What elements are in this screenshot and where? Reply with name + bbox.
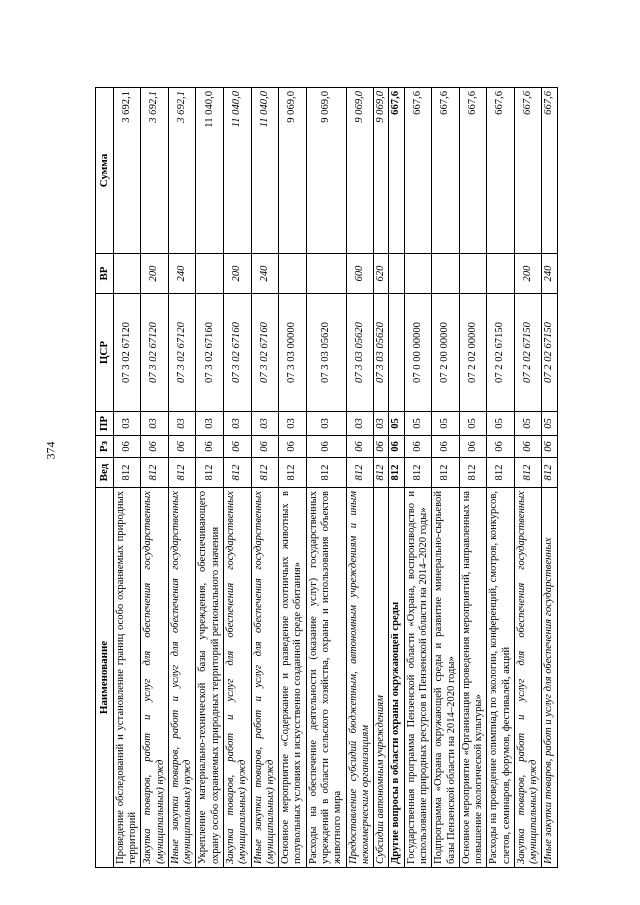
table-row	[224, 88, 252, 868]
row-name: Субсидии автономным учреждениям	[374, 488, 389, 868]
header-ved: Вед	[96, 458, 114, 488]
row-sum: 11 040,0	[251, 88, 279, 254]
table-row	[168, 88, 196, 868]
row-csr: 07 3 02 67120	[113, 294, 141, 412]
header-pr: ПР	[96, 412, 114, 436]
table-row	[141, 88, 169, 868]
table-row	[306, 88, 346, 868]
row-pr: 03	[374, 412, 389, 436]
row-ved: 812	[404, 458, 432, 488]
row-ved: 812	[141, 458, 169, 488]
header-sum: Сумма	[96, 88, 114, 254]
row-name: Основное мероприятие «Организация проведения мероприятий, направленных на повышение экологической культуры»	[459, 488, 487, 868]
row-name: Закупка товаров, работ и услуг для обеспечения государственных (муниципальных) нужд	[141, 488, 169, 868]
row-sum: 667,6	[542, 88, 557, 254]
row-csr: 07 2 02 67150	[487, 294, 515, 412]
header-rz: Рз	[96, 436, 114, 458]
row-csr: 07 3 02 67160	[251, 294, 279, 412]
table-row	[251, 88, 279, 868]
row-ved: 812	[514, 458, 542, 488]
row-vr	[113, 254, 141, 294]
budget-table	[95, 87, 558, 868]
row-sum: 667,6	[514, 88, 542, 254]
row-sum: 3 692,1	[168, 88, 196, 254]
row-sum: 11 040,0	[224, 88, 252, 254]
row-rz: 06	[514, 436, 542, 458]
row-csr: 07 3 03 05620	[374, 294, 389, 412]
row-rz: 06	[141, 436, 169, 458]
row-name: Закупка товаров, работ и услуг для обеспечения государственных (муниципальных) нужд	[514, 488, 542, 868]
row-csr: 07 2 02 00000	[459, 294, 487, 412]
row-name: Иные закупки товаров, работ и услуг для обеспечения государственных (муниципальных) нужд	[251, 488, 279, 868]
row-sum: 667,6	[389, 88, 404, 254]
row-vr	[306, 254, 346, 294]
row-name: Расходы на проведение олимпиад по экологии, конференций, смотров, конкурсов, слетов, семинаров, форумов, фестивалей, акций	[487, 488, 515, 868]
row-sum: 9 069,0	[279, 88, 307, 254]
table-row	[389, 88, 404, 868]
table-row	[432, 88, 460, 868]
row-name: Закупка товаров, работ и услуг для обеспечения государственных (муниципальных) нужд	[224, 488, 252, 868]
table-row	[542, 88, 557, 868]
row-vr: 200	[141, 254, 169, 294]
table-row	[487, 88, 515, 868]
row-ved: 812	[168, 458, 196, 488]
table-row	[346, 88, 374, 868]
rotated-page-content	[95, 88, 568, 868]
row-pr: 03	[224, 412, 252, 436]
row-rz: 06	[168, 436, 196, 458]
header-csr: ЦСР	[96, 294, 114, 412]
row-vr	[487, 254, 515, 294]
row-name: Государственная программа Пензенской области «Охрана, воспроизводство и использование природных ресурсов в Пензенской области на 2014–2020 годы»	[404, 488, 432, 868]
row-pr: 05	[514, 412, 542, 436]
table-body	[113, 88, 557, 868]
row-sum: 667,6	[432, 88, 460, 254]
row-csr: 07 2 02 67150	[514, 294, 542, 412]
row-vr	[196, 254, 224, 294]
row-pr: 05	[459, 412, 487, 436]
row-rz: 06	[224, 436, 252, 458]
row-rz: 06	[374, 436, 389, 458]
row-ved: 812	[432, 458, 460, 488]
row-rz: 06	[306, 436, 346, 458]
row-name: Иные закупки товаров, работ и услуг для обеспечения государственных (муниципальных) нужд	[168, 488, 196, 868]
row-ved: 812	[459, 458, 487, 488]
row-name: Иные закупки товаров, работ и услуг для обеспечения государственных	[542, 488, 557, 868]
row-ved: 812	[374, 458, 389, 488]
row-ved: 812	[542, 458, 557, 488]
row-ved: 812	[346, 458, 374, 488]
row-rz: 06	[459, 436, 487, 458]
row-ved: 812	[251, 458, 279, 488]
row-rz: 06	[196, 436, 224, 458]
row-rz: 06	[279, 436, 307, 458]
row-name: Проведение обследований и установление границ особо охраняемых природных территорий	[113, 488, 141, 868]
table-row	[514, 88, 542, 868]
table-row	[279, 88, 307, 868]
page-number: 374	[43, 441, 58, 460]
row-vr: 200	[514, 254, 542, 294]
row-vr: 240	[251, 254, 279, 294]
row-sum: 9 069,0	[374, 88, 389, 254]
row-pr: 03	[279, 412, 307, 436]
row-pr: 03	[251, 412, 279, 436]
row-ved: 812	[279, 458, 307, 488]
row-vr: 600	[346, 254, 374, 294]
row-csr: 07 0 00 00000	[404, 294, 432, 412]
row-rz: 06	[113, 436, 141, 458]
row-vr: 620	[374, 254, 389, 294]
row-pr: 05	[542, 412, 557, 436]
row-ved: 812	[389, 458, 404, 488]
row-ved: 812	[487, 458, 515, 488]
row-ved: 812	[306, 458, 346, 488]
row-pr: 05	[404, 412, 432, 436]
row-pr: 05	[389, 412, 404, 436]
row-pr: 03	[168, 412, 196, 436]
table-row	[113, 88, 141, 868]
row-ved: 812	[113, 458, 141, 488]
row-csr: 07 3 03 05620	[346, 294, 374, 412]
row-vr	[279, 254, 307, 294]
row-pr: 03	[113, 412, 141, 436]
row-rz: 06	[346, 436, 374, 458]
row-csr	[389, 294, 404, 412]
row-rz: 06	[404, 436, 432, 458]
row-pr: 03	[196, 412, 224, 436]
row-sum: 667,6	[459, 88, 487, 254]
row-sum: 9 069,0	[346, 88, 374, 254]
row-vr: 240	[542, 254, 557, 294]
row-name: Основное мероприятие «Содержание и разведение охотничьих животных в полувольных условиях и искусственно созданной среде обитания»	[279, 488, 307, 868]
header-name: Наименование	[96, 488, 114, 868]
row-rz: 06	[389, 436, 404, 458]
row-csr: 07 2 02 67150	[542, 294, 557, 412]
row-ved: 812	[196, 458, 224, 488]
row-rz: 06	[432, 436, 460, 458]
table-row	[404, 88, 432, 868]
row-name: Расходы на обеспечение деятельности (оказание услуг) государственных учреждений в области сельского хозяйства, охраны и использования объектов животного мира	[306, 488, 346, 868]
row-name: Подпрограмма «Охрана окружающей среды и развитие минерально-сырьевой базы Пензенской области на 2014–2020 годы»	[432, 488, 460, 868]
row-vr	[459, 254, 487, 294]
row-vr	[404, 254, 432, 294]
row-sum: 3 692,1	[141, 88, 169, 254]
row-name: Укрепление материально-технической базы учреждения, обеспечивающего охрану особо охраняемых природных территорий регионального значения	[196, 488, 224, 868]
row-sum: 3 692,1	[113, 88, 141, 254]
row-pr: 05	[432, 412, 460, 436]
row-sum: 9 069,0	[306, 88, 346, 254]
row-csr: 07 3 03 05620	[306, 294, 346, 412]
row-pr: 03	[346, 412, 374, 436]
row-vr: 240	[168, 254, 196, 294]
table-header-row	[96, 88, 114, 868]
row-csr: 07 3 02 67160	[224, 294, 252, 412]
header-vr: ВР	[96, 254, 114, 294]
row-name: Предоставление субсидий бюджетным, автономным учреждениям и иным некоммерческим организациям	[346, 488, 374, 868]
row-sum: 667,6	[404, 88, 432, 254]
row-csr: 07 3 03 00000	[279, 294, 307, 412]
table-row	[196, 88, 224, 868]
row-csr: 07 3 02 67120	[168, 294, 196, 412]
row-vr: 200	[224, 254, 252, 294]
row-csr: 07 3 02 67160	[196, 294, 224, 412]
row-vr	[432, 254, 460, 294]
row-rz: 06	[542, 436, 557, 458]
row-rz: 06	[487, 436, 515, 458]
row-sum: 667,6	[487, 88, 515, 254]
row-ved: 812	[224, 458, 252, 488]
row-pr: 03	[141, 412, 169, 436]
row-name: Другие вопросы в области охраны окружающей среды	[389, 488, 404, 868]
row-csr: 07 3 02 67120	[141, 294, 169, 412]
row-pr: 05	[487, 412, 515, 436]
table-row	[459, 88, 487, 868]
row-pr: 03	[306, 412, 346, 436]
table-row	[374, 88, 389, 868]
row-vr	[389, 254, 404, 294]
row-csr: 07 2 00 00000	[432, 294, 460, 412]
row-sum: 11 040,0	[196, 88, 224, 254]
row-rz: 06	[251, 436, 279, 458]
